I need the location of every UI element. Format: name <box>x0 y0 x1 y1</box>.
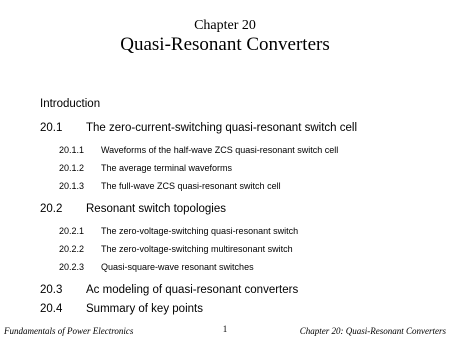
toc-item-number: 20.3 <box>40 284 63 296</box>
toc-item-text: Summary of key points <box>86 303 203 315</box>
toc-item-text: The zero-current-switching quasi-resonant switch cell <box>86 122 357 134</box>
toc-item-text: Quasi-square-wave resonant switches <box>101 262 254 272</box>
chapter-label: Chapter 20 <box>194 18 256 33</box>
toc-item-text: The zero-voltage-switching multiresonant switch <box>101 244 293 254</box>
toc-item-text: The average terminal waveforms <box>101 163 233 173</box>
toc-item <box>40 98 100 110</box>
toc-item-number: 20.2.1 <box>59 226 85 236</box>
toc-item-number: 20.1.2 <box>59 163 85 173</box>
page-number: 1 <box>222 324 228 334</box>
toc-item-number: 20.2 <box>40 203 63 215</box>
footer-book-title: Fundamentals of Power Electronics <box>4 326 134 336</box>
toc-item-text: Ac modeling of quasi-resonant converters <box>86 284 299 296</box>
slide-title: Quasi-Resonant Converters <box>120 34 330 55</box>
toc-item-text: Resonant switch topologies <box>86 203 226 215</box>
toc-item-number: 20.2.3 <box>59 262 85 272</box>
toc-item-number: 20.4 <box>40 303 63 315</box>
toc-item-number: 20.1 <box>40 122 63 134</box>
toc-item-text: The full-wave ZCS quasi-resonant switch cell <box>101 181 281 191</box>
toc-item-text: Introduction <box>40 98 101 110</box>
toc-item-number: 20.1.1 <box>59 145 85 155</box>
toc-item-number: 20.2.2 <box>59 244 85 254</box>
toc-item-text: Waveforms of the half-wave ZCS quasi-resonant switch cell <box>101 145 339 155</box>
toc-item-text: The zero-voltage-switching quasi-resonant switch <box>101 226 299 236</box>
toc-item-number: 20.1.3 <box>59 181 85 191</box>
footer-chapter-title: Chapter 20: Quasi-Resonant Converters <box>299 326 446 336</box>
